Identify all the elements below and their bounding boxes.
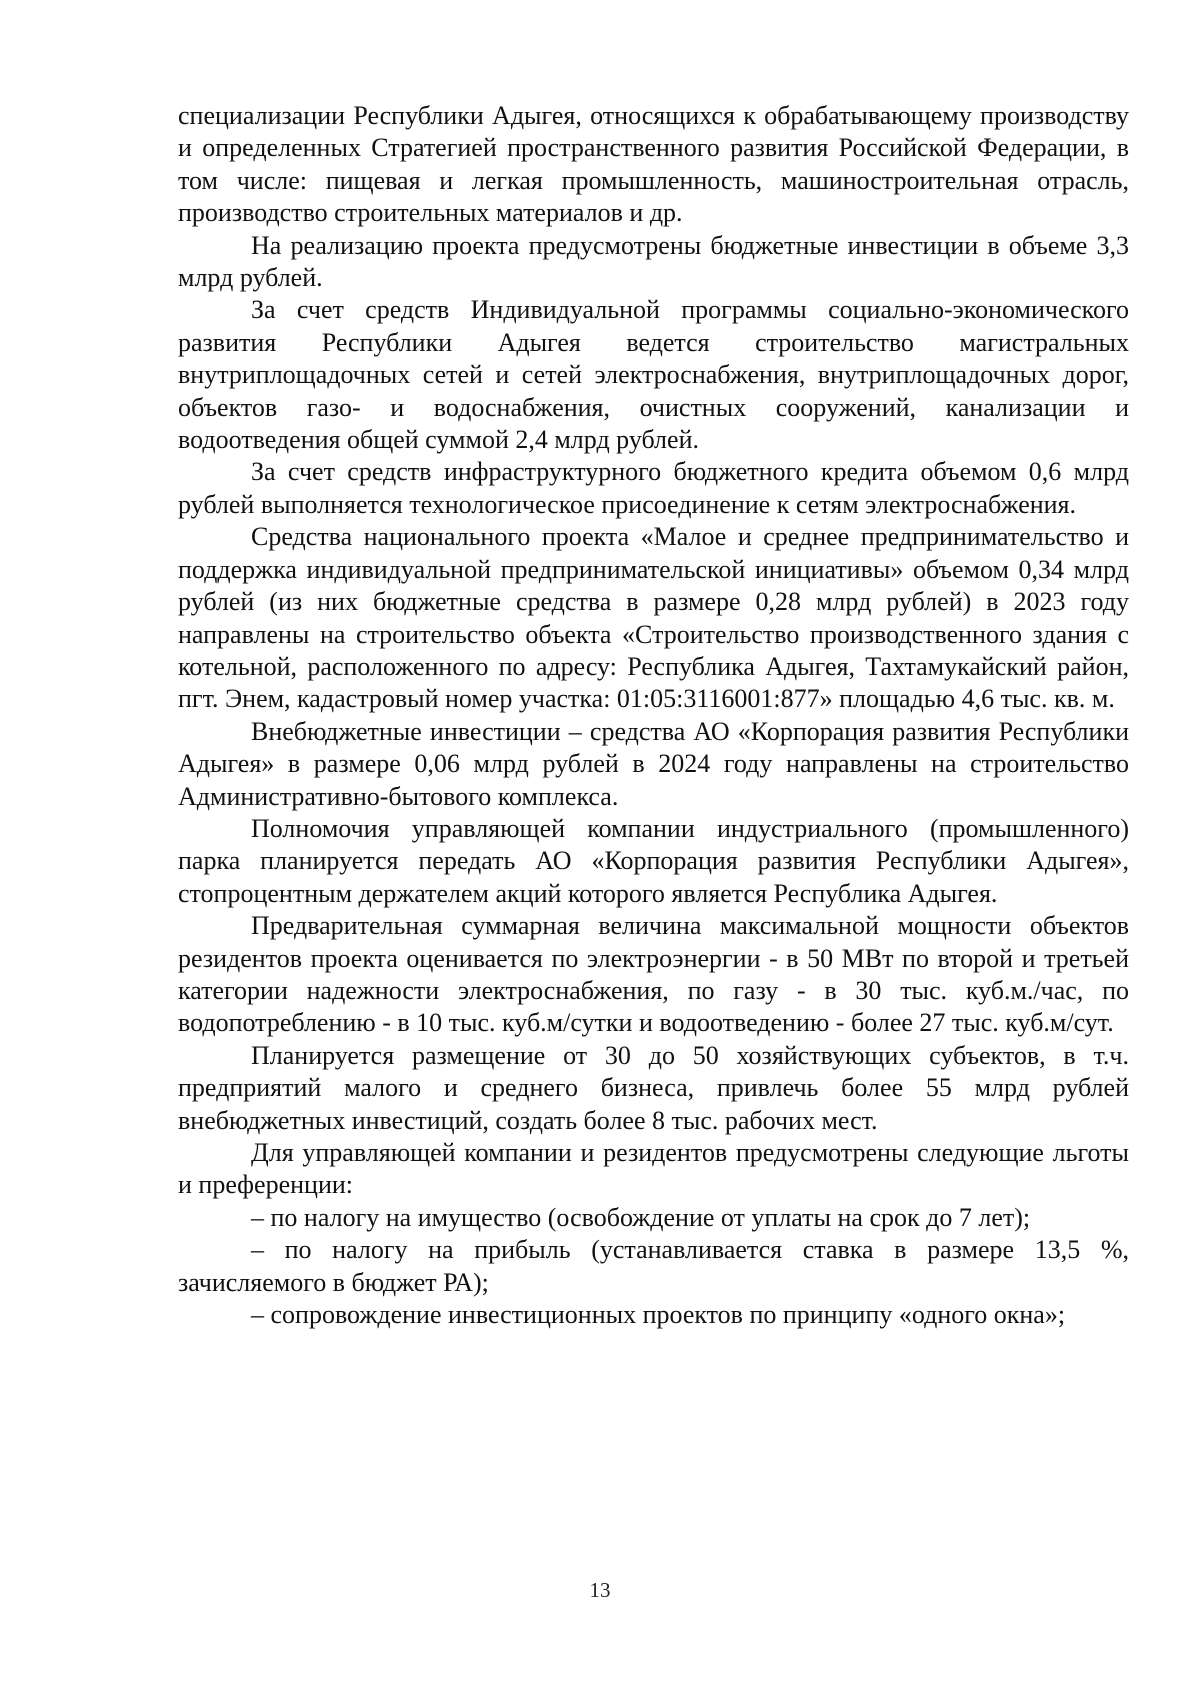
paragraph-10: Для управляющей компании и резидентов предусмотрены следующие льготы и преференции: [178,1138,1129,1200]
list-item-one-window: – сопровождение инвестиционных проектов по принципу «одного окна»; [251,1300,1066,1330]
paragraph-5: Средства национального проекта «Малое и среднее предпринимательство и поддержка индивидуальной предпринимательской инициативы» объемом 0,34 млрд рублей (из них бюджетные средства в размере 0,28 млрд рублей) в 2023 году направлены на строительство объекта «Строительство производственного здания с котельной, расположенного по адресу: Республика Адыгея, Тахтамукайский район, пгт. Энем, кадастровый номер участка: 01:05:3116001:877» площадью 4,6 тыс. кв. м. [178,522,1129,714]
list-item-profit-tax: – по налогу на прибыль (устанавливается ставка в размере 13,5 %, зачисляемого в бюджет РА); [178,1235,1129,1297]
document-body [178,100,1129,1331]
paragraph-4: За счет средств инфраструктурного бюджетного кредита объемом 0,6 млрд рублей выполняется технологическое присоединение к сетям электроснабжения. [178,457,1129,519]
paragraph-3: За счет средств Индивидуальной программы социально-экономического развития Республики Адыгея ведется строительство магистральных внутриплощадочных сетей и сетей электроснабжения, внутриплощадочных дорог, объектов газо- и водоснабжения, очистных сооружений, канализации и водоотведения общей суммой 2,4 млрд рублей. [178,295,1129,455]
paragraph-9: Планируется размещение от 30 до 50 хозяйствующих субъектов, в т.ч. предприятий малого и среднего бизнеса, привлечь более 55 млрд рублей внебюджетных инвестиций, создать более 8 тыс. рабочих мест. [178,1040,1129,1135]
paragraph-6: Внебюджетные инвестиции – средства АО «Корпорация развития Республики Адыгея» в размере 0,06 млрд рублей в 2024 году направлены на строительство Административно-бытового комплекса. [178,716,1129,811]
page-number: 13 [589,1578,611,1602]
paragraph-8: Предварительная суммарная величина максимальной мощности объектов резидентов проекта оценивается по электроэнергии - в 50 МВт по второй и третьей категории надежности электроснабжения, по газу - в 30 тыс. куб.м./час, по водопотреблению - в 10 тыс. куб.м/сутки и водоотведению - более 27 тыс. куб.м/сут. [178,911,1129,1038]
paragraph-2: На реализацию проекта предусмотрены бюджетные инвестиции в объеме 3,3 млрд рублей. [178,230,1129,293]
list-item-property-tax: – по налогу на имущество (освобождение от уплаты на срок до 7 лет); [251,1202,1031,1232]
paragraph-7: Полномочия управляющей компании индустриального (промышленного) парка планируется передать АО «Корпорация развития Республики Адыгея», стопроцентным держателем акций которого является Республика Адыгея. [178,813,1129,908]
paragraph-1: специализации Республики Адыгея, относящихся к обрабатывающему производству и определенных Стратегией пространственного развития Российской Федерации, в том числе: пищевая и легкая промышленность, машиностроительная отрасль, производство строительных материалов и др. [178,101,1129,228]
